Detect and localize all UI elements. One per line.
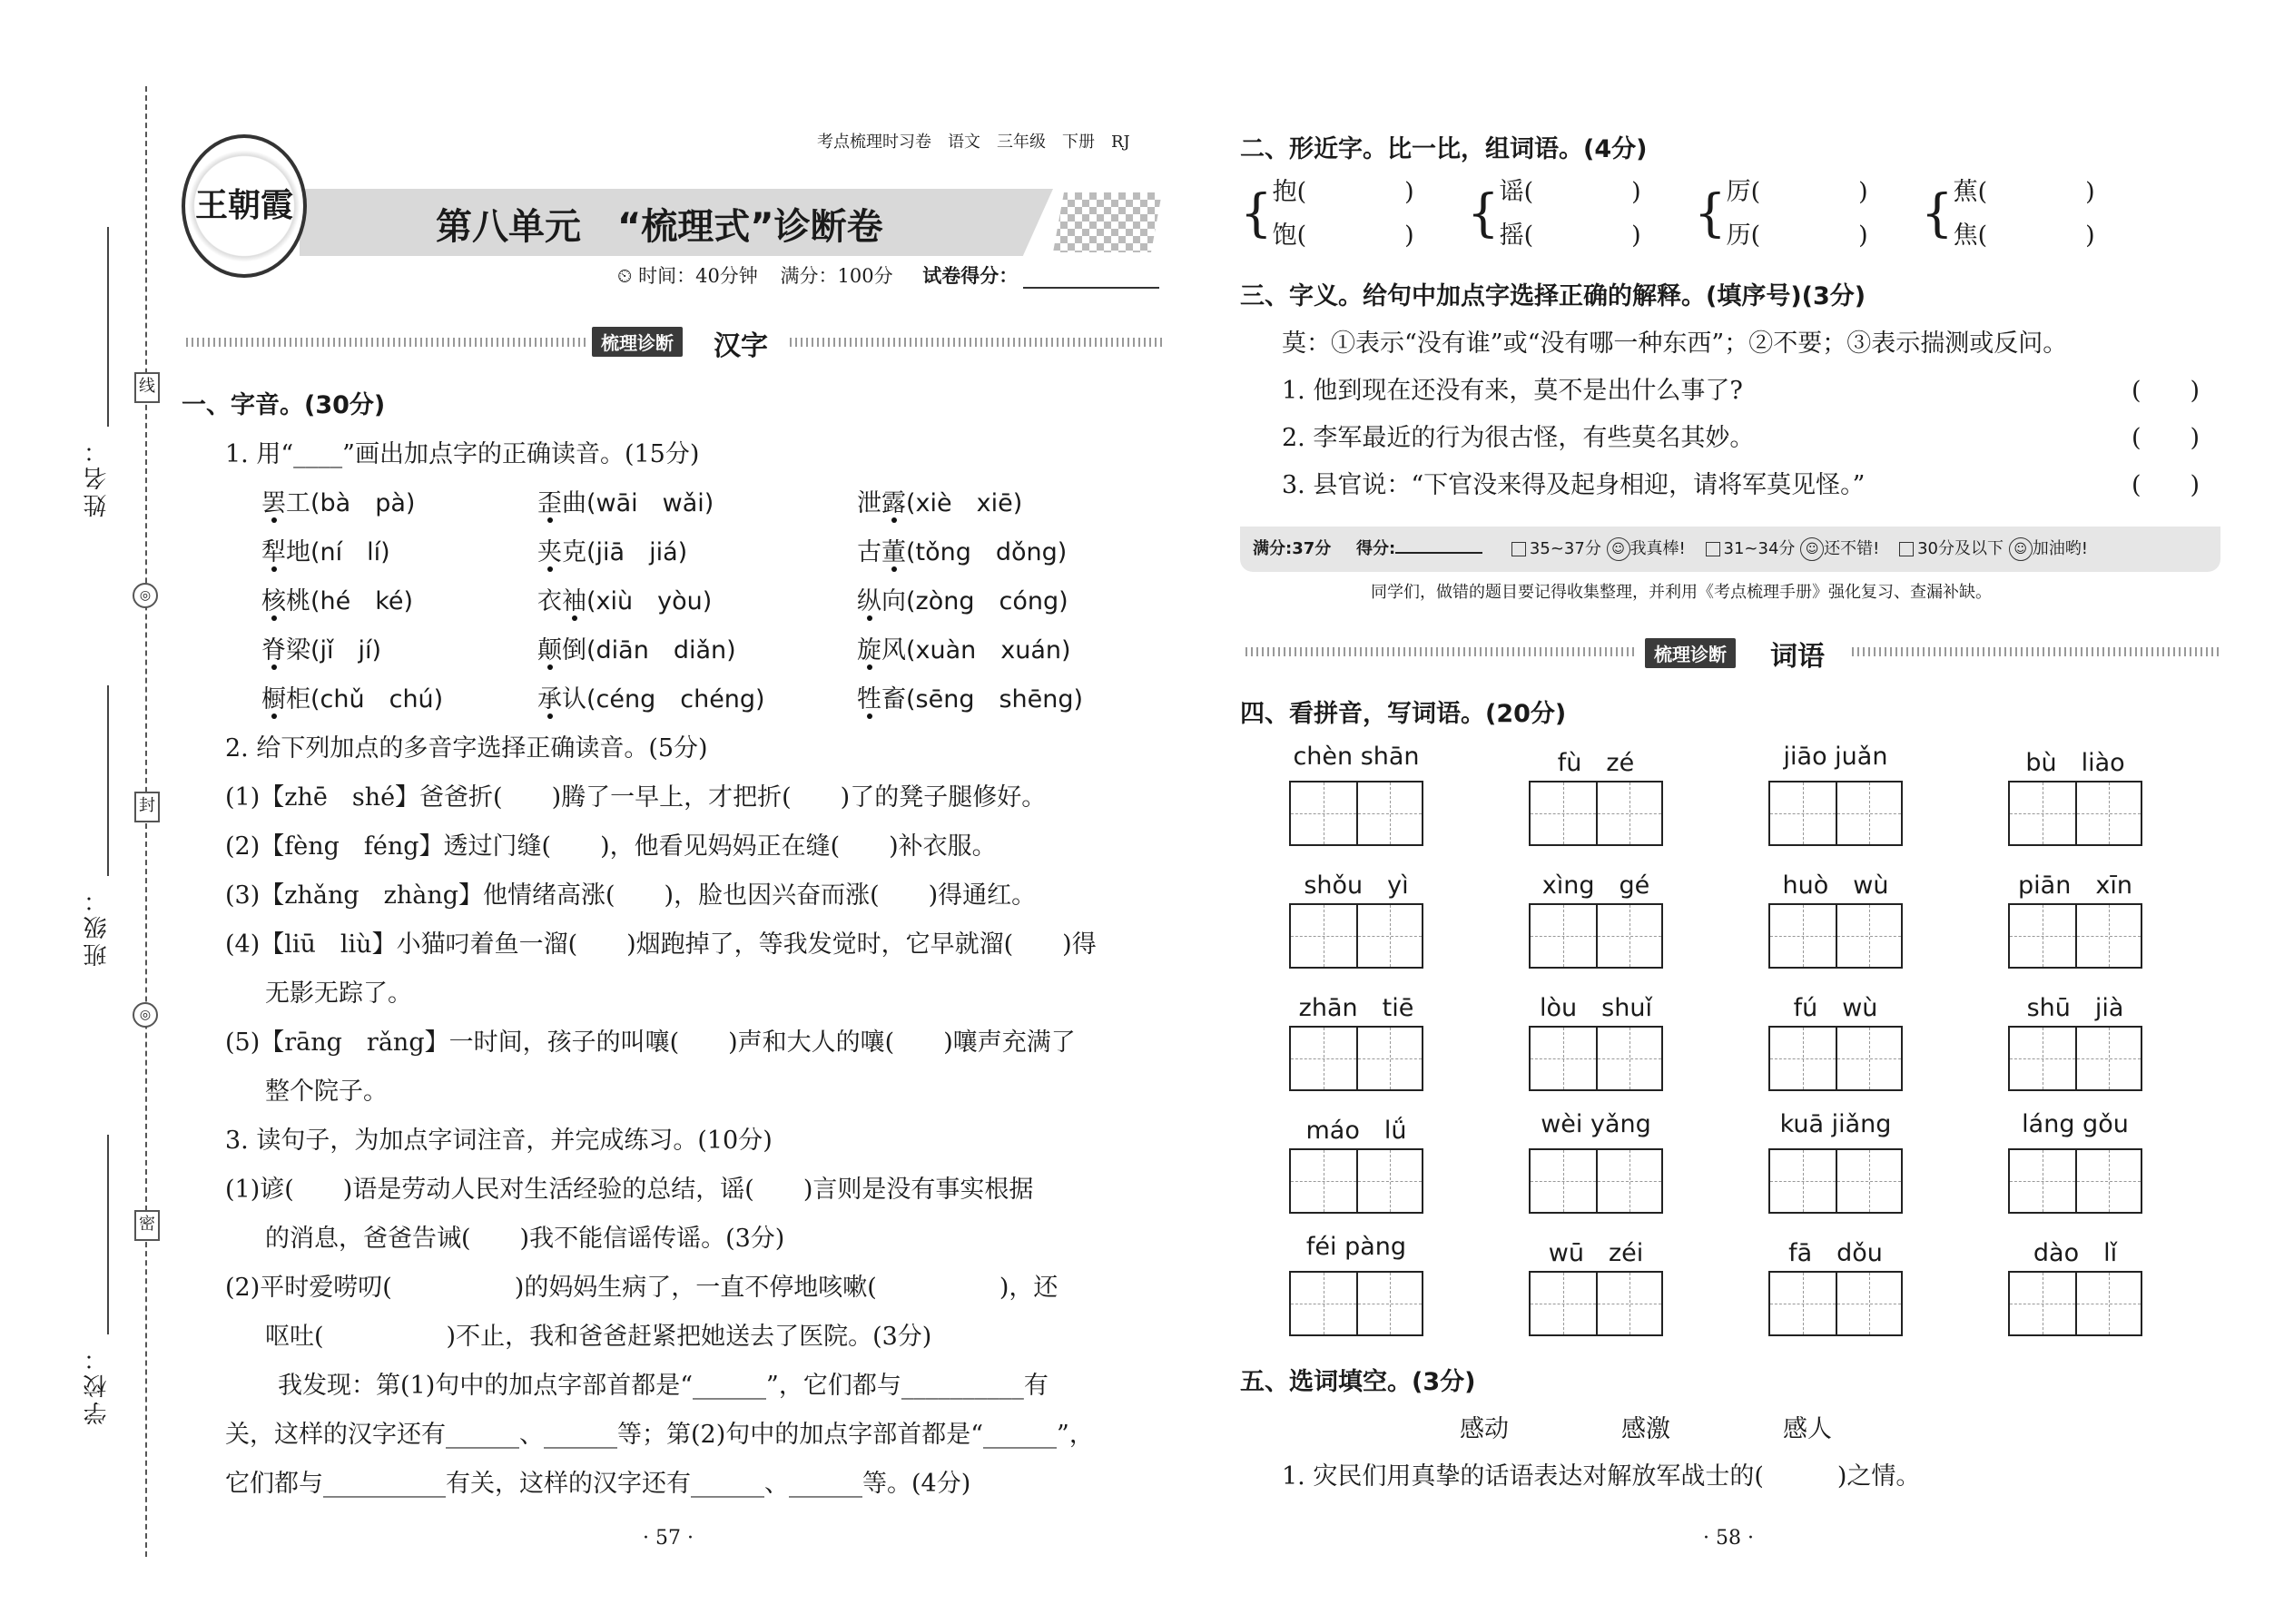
read-line: (2)平时爱唠叨( )的妈妈生病了，一直不停地咳嗽( )，还 — [225, 1274, 1058, 1302]
q1-item: 纵向(zòng cóng) — [857, 587, 1068, 615]
q2-word[interactable]: 抱( ) — [1272, 178, 1414, 206]
pinyin-label: fù zé — [1557, 749, 1635, 777]
pinyin-label: wū zéi — [1548, 1239, 1644, 1267]
poly-line: 整个院子。 — [265, 1078, 388, 1106]
pinyin-label: zhān tiē — [1298, 994, 1414, 1022]
range-3-text: 加油哟! — [2032, 539, 2088, 558]
writing-grid[interactable] — [1768, 903, 1903, 969]
writing-grid[interactable] — [2008, 781, 2142, 846]
pinyin-label: máo lǘ — [1305, 1117, 1407, 1145]
pinyin-label: fā dǒu — [1788, 1239, 1883, 1267]
q1-item: 核桃(hé ké) — [261, 587, 414, 615]
clock-icon: ⏲ — [617, 265, 633, 287]
pinyin-label: shǒu yì — [1304, 871, 1409, 900]
writing-grid[interactable] — [1289, 1148, 1423, 1214]
full-score: 满分：100分 — [780, 265, 893, 287]
brand-logo — [182, 134, 307, 278]
range-2-text: 还不错! — [1824, 539, 1880, 558]
checkbox-icon[interactable] — [1511, 542, 1526, 556]
q1-sub2: 2. 给下列加点的多音字选择正确读音。(5分) — [225, 734, 708, 763]
range-2: 31~34分 — [1723, 539, 1796, 558]
pinyin-label: fú wù — [1793, 994, 1878, 1022]
range-3: 30分及以下 — [1917, 539, 2004, 558]
q1-item: 罢工(bà pà) — [261, 489, 416, 517]
q2-word[interactable]: 厉( ) — [1726, 178, 1868, 206]
writing-grid[interactable] — [1289, 1026, 1423, 1091]
read-line: 它们都与__________有关，这样的汉字还有______、______等。(4分) — [225, 1470, 971, 1498]
poly-line: (5)【rāng rǎng】一时间，孩子的叫嚷( )声和大人的嚷( )嚷声充满了 — [225, 1029, 1076, 1057]
q3-answer-paren[interactable]: ( ) — [2132, 424, 2200, 452]
q2-word[interactable]: 焦( ) — [1953, 221, 2095, 250]
q5-word: 感激 — [1621, 1415, 1670, 1443]
q2-word[interactable]: 摇( ) — [1499, 221, 1641, 250]
section-title-ciyu: 词语 — [1770, 641, 1825, 673]
score-bar — [1240, 527, 2220, 572]
q1-item: 古董(tǒng dǒng) — [857, 538, 1068, 566]
name-label: 姓名： — [84, 436, 111, 517]
q2-group: { 抱( ) 饱( ) — [1240, 171, 1467, 258]
writing-grid[interactable] — [1768, 1271, 1903, 1336]
checkbox-icon[interactable] — [1899, 542, 1914, 556]
class-label: 班级： — [84, 885, 111, 967]
pinyin-label: huò wù — [1782, 871, 1889, 900]
q1-item: 牲畜(sēng shēng) — [857, 685, 1084, 714]
pinyin-label: wèi yǎng — [1541, 1110, 1651, 1138]
writing-grid[interactable] — [2008, 1271, 2142, 1336]
q2-group: { 厉( ) 历( ) — [1694, 171, 1921, 258]
binding-xian: 线 — [134, 372, 160, 403]
q2-word[interactable]: 蕉( ) — [1953, 178, 2095, 206]
writing-grid[interactable] — [1289, 781, 1423, 846]
poly-line: 无影无踪了。 — [265, 979, 412, 1008]
q3-item: 2. 李军最近的行为很古怪，有些莫名其妙。 — [1282, 424, 1755, 452]
q5-word: 感动 — [1460, 1415, 1509, 1443]
page-number-left: · 57 · — [643, 1527, 694, 1550]
writing-grid[interactable] — [1529, 903, 1663, 969]
section-tag-ciyu: 梳理诊断 — [1645, 638, 1736, 668]
writing-grid[interactable] — [2008, 1148, 2142, 1214]
writing-grid[interactable] — [1529, 1026, 1663, 1091]
writing-grid[interactable] — [1529, 1271, 1663, 1336]
read-line: 关，这样的汉字还有______、______等；第(2)句中的加点字部首都是“______”， — [225, 1421, 1094, 1449]
logo-text: 王朝霞 — [194, 186, 293, 224]
checker-decoration — [1053, 192, 1162, 252]
q1-sub1: 1. 用“____”画出加点字的正确读音。(15分) — [225, 440, 700, 468]
read-line: (1)谚( )语是劳动人民对生活经验的总结，谣( )言则是没有事实根据 — [225, 1176, 1034, 1204]
q1-heading: 一、字音。(30分) — [182, 391, 386, 419]
pinyin-label: shū jià — [2026, 994, 2124, 1022]
score-bar-got: 得分: — [1355, 539, 1396, 558]
review-note: 同学们，做错的题目要记得收集整理，并利用《考点梳理手册》强化复习、查漏补缺。 — [1371, 583, 1992, 602]
q2-group: { 谣( ) 摇( ) — [1467, 171, 1694, 258]
school-label: 学校： — [84, 1343, 111, 1425]
exam-meta — [617, 261, 1159, 289]
name-underline — [107, 227, 109, 427]
q2-group: { 蕉( ) 焦( ) — [1921, 171, 2148, 258]
banner-rule-right — [790, 338, 1164, 347]
q3-item: 1. 他到现在还没有来，莫不是出什么事了? — [1282, 377, 1743, 405]
writing-grid[interactable] — [1529, 1148, 1663, 1214]
writing-grid[interactable] — [1529, 781, 1663, 846]
q2-word[interactable]: 历( ) — [1726, 221, 1868, 250]
writing-grid[interactable] — [1289, 903, 1423, 969]
q1-item: 承认(céng chéng) — [537, 685, 765, 714]
writing-grid[interactable] — [1289, 1271, 1423, 1336]
pinyin-label: dào lǐ — [2033, 1239, 2118, 1267]
read-line: 呕吐( )不止，我和爸爸赶紧把她送去了医院。(3分) — [265, 1323, 932, 1351]
poly-line: (2)【fèng féng】透过门缝( )，他看见妈妈正在缝( )补衣服。 — [225, 832, 997, 861]
binding-mi: 密 — [134, 1210, 160, 1241]
q1-item: 夹克(jiā jiá) — [537, 538, 688, 566]
q1-item: 犁地(ní lí) — [261, 538, 390, 566]
q4-heading: 四、看拼音，写词语。(20分) — [1240, 700, 1567, 728]
binding-feng: 封 — [134, 792, 160, 822]
poly-line: (4)【liū liù】小猫叼着鱼一溜( )烟跑掉了，等我发觉时，它早就溜( )得 — [225, 930, 1097, 959]
pinyin-label: chèn shān — [1293, 743, 1420, 771]
writing-grid[interactable] — [2008, 903, 2142, 969]
class-underline — [107, 685, 109, 876]
pinyin-label: láng gǒu — [2022, 1110, 2129, 1138]
poly-line: (1)【zhē shé】爸爸折( )腾了一早上，才把折( )了的凳子腿修好。 — [225, 783, 1047, 812]
banner-rule-right — [1852, 647, 2222, 656]
pinyin-label: bù liào — [2025, 749, 2125, 777]
page-title: 第八单元 “梳理式”诊断卷 — [436, 206, 883, 248]
q3-answer-paren[interactable]: ( ) — [2132, 377, 2200, 405]
score-bar-blank[interactable] — [1395, 552, 1482, 554]
writing-grid[interactable] — [1768, 1026, 1903, 1091]
pinyin-label: jiāo juǎn — [1783, 743, 1888, 771]
school-underline — [107, 1135, 109, 1334]
binding-circle-2: ◎ — [133, 1002, 158, 1028]
score-label: 试卷得分： — [922, 264, 1019, 287]
q2-heading: 二、形近字。比一比，组词语。(4分) — [1240, 135, 1648, 163]
read-line: 的消息，爸爸告诫( )我不能信谣传谣。(3分) — [265, 1225, 785, 1253]
series-info: 考点梳理时习卷 语文 三年级 下册 RJ — [817, 133, 1130, 152]
range-1: 35~37分 — [1529, 539, 1601, 558]
q5-heading: 五、选词填空。(3分) — [1240, 1368, 1476, 1396]
q5-item: 1. 灾民们用真挚的话语表达对解放军战士的( )之情。 — [1282, 1462, 1921, 1491]
smiley-icon: ☺ — [1800, 537, 1824, 561]
q1-item: 旋风(xuàn xuán) — [857, 636, 1071, 664]
read-line: 我发现：第(1)句中的加点字部首都是“______”，它们都与__________有 — [278, 1372, 1049, 1400]
q1-item: 泄露(xiè xiē) — [857, 489, 1023, 517]
pinyin-label: kuā jiǎng — [1779, 1110, 1892, 1138]
poly-line: (3)【zhǎng zhàng】他情绪高涨( )，脸也因兴奋而涨( )得通红。 — [225, 881, 1037, 910]
smiley-icon: ☺ — [2009, 537, 2033, 561]
section-title-hanzi: 汉字 — [714, 330, 768, 362]
score-blank[interactable] — [1023, 287, 1159, 289]
banner-rule-left — [186, 338, 586, 347]
time-limit: 时间：40分钟 — [638, 265, 758, 287]
writing-grid[interactable] — [2008, 1026, 2142, 1091]
q1-item: 歪曲(wāi wǎi) — [537, 489, 714, 517]
writing-grid[interactable] — [1768, 1148, 1903, 1214]
q1-item: 衣袖(xiù yòu) — [537, 587, 713, 615]
pinyin-label: féi pàng — [1305, 1233, 1407, 1261]
range-1-text: 我真棒! — [1629, 539, 1686, 558]
page-number-right: · 58 · — [1703, 1527, 1754, 1550]
q1-item: 颠倒(diān diǎn) — [537, 636, 736, 664]
pinyin-label: xìng gé — [1541, 871, 1650, 900]
q3-heading: 三、字义。给句中加点字选择正确的解释。(填序号)(3分) — [1240, 282, 1866, 310]
score-bar-full: 满分:37分 — [1253, 539, 1332, 558]
smiley-icon: ☺ — [1607, 537, 1630, 561]
q3-item: 3. 县官说：“下官没来得及起身相迎，请将军莫见怪。” — [1282, 471, 1866, 499]
q3-answer-paren[interactable]: ( ) — [2132, 471, 2200, 499]
q2-word[interactable]: 谣( ) — [1499, 178, 1641, 206]
pinyin-label: piān xīn — [2018, 871, 2132, 900]
q3-definition: 莫：①表示“没有谁”或“没有哪一种东西”；②不要；③表示揣测或反问。 — [1282, 330, 2068, 358]
checkbox-icon[interactable] — [1706, 542, 1720, 556]
q1-sub3: 3. 读句子，为加点字词注音，并完成练习。(10分) — [225, 1127, 773, 1155]
binding-circle-1: ◎ — [133, 583, 158, 608]
q2-word[interactable]: 饱( ) — [1272, 221, 1414, 250]
section-tag-hanzi: 梳理诊断 — [592, 327, 683, 357]
writing-grid[interactable] — [1768, 781, 1903, 846]
pinyin-label: lòu shuǐ — [1540, 994, 1652, 1022]
q5-word: 感人 — [1783, 1415, 1832, 1443]
banner-rule-left — [1245, 647, 1636, 656]
q1-item: 脊梁(jǐ jí) — [261, 636, 382, 664]
q1-item: 橱柜(chǔ chú) — [261, 685, 444, 714]
